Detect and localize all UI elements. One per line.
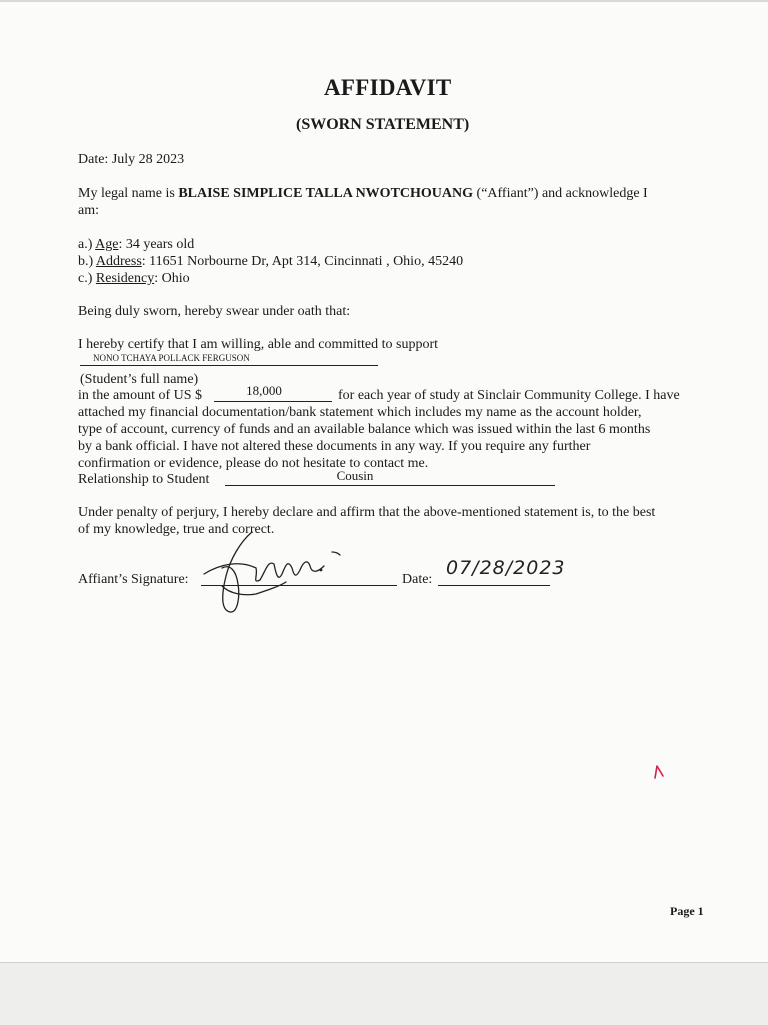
pen-mark-icon <box>651 763 667 781</box>
student-name-value: NONO TCHAYA POLLACK FERGUSON <box>93 353 250 363</box>
date-underline <box>438 585 550 586</box>
body-line-1: attached my financial documentation/bank statement which includes my name as the account holder, <box>78 405 642 420</box>
legal-name-line: My legal name is BLAISE SIMPLICE TALLA NWOTCHOUANG (“Affiant”) and acknowledge I <box>78 186 648 201</box>
document-subtitle: (SWORN STATEMENT) <box>296 116 470 133</box>
certify-line: I hereby certify that I am willing, able and committed to support <box>78 337 439 352</box>
document-title: AFFIDAVIT <box>324 75 452 100</box>
student-name-caption: (Student’s full name) <box>80 372 199 387</box>
date-label: Date: <box>402 572 433 587</box>
scan-edge <box>0 0 768 2</box>
scan-background <box>0 962 768 1025</box>
detail-residency: c.) Residency: Ohio <box>78 271 190 286</box>
detail-address: b.) Address: 11651 Norbourne Dr, Apt 314, Cincinnati , Ohio, 45240 <box>78 254 464 269</box>
detail-age: a.) Age: 34 years old <box>78 237 195 252</box>
signature-date: 07/28/2023 <box>446 557 566 579</box>
perjury-line-1: Under penalty of perjury, I hereby declare and affirm that the above-mentioned statement is, to the best <box>78 505 656 520</box>
relationship-underline <box>225 485 555 486</box>
body-line-4: confirmation or evidence, please do not hesitate to contact me. <box>78 456 429 471</box>
perjury-line-2: of my knowledge, true and correct. <box>78 522 275 537</box>
page-number: Page 1 <box>670 904 704 918</box>
amount-suffix: for each year of study at Sinclair Community College. I have <box>338 388 680 403</box>
body-line-2: type of account, currency of funds and an available balance which was issued within the last 6 months <box>78 422 651 437</box>
amount-underline <box>214 401 332 402</box>
amount-prefix: in the amount of US $ <box>78 388 203 403</box>
affiant-name: BLAISE SIMPLICE TALLA NWOTCHOUANG <box>178 186 474 201</box>
relationship-label: Relationship to Student <box>78 472 210 487</box>
signature-mark <box>200 524 370 620</box>
sworn-line: Being duly sworn, hereby swear under oath that: <box>78 304 351 319</box>
legal-name-line-2: am: <box>78 203 99 218</box>
amount-value: 18,000 <box>246 383 282 398</box>
relationship-value: Cousin <box>336 468 374 483</box>
body-line-3: by a bank official. I have not altered these documents in any way. If you require any further <box>78 439 591 454</box>
signature-label: Affiant’s Signature: <box>78 572 189 587</box>
student-name-underline <box>80 365 378 366</box>
date-line: Date: July 28 2023 <box>78 152 185 167</box>
